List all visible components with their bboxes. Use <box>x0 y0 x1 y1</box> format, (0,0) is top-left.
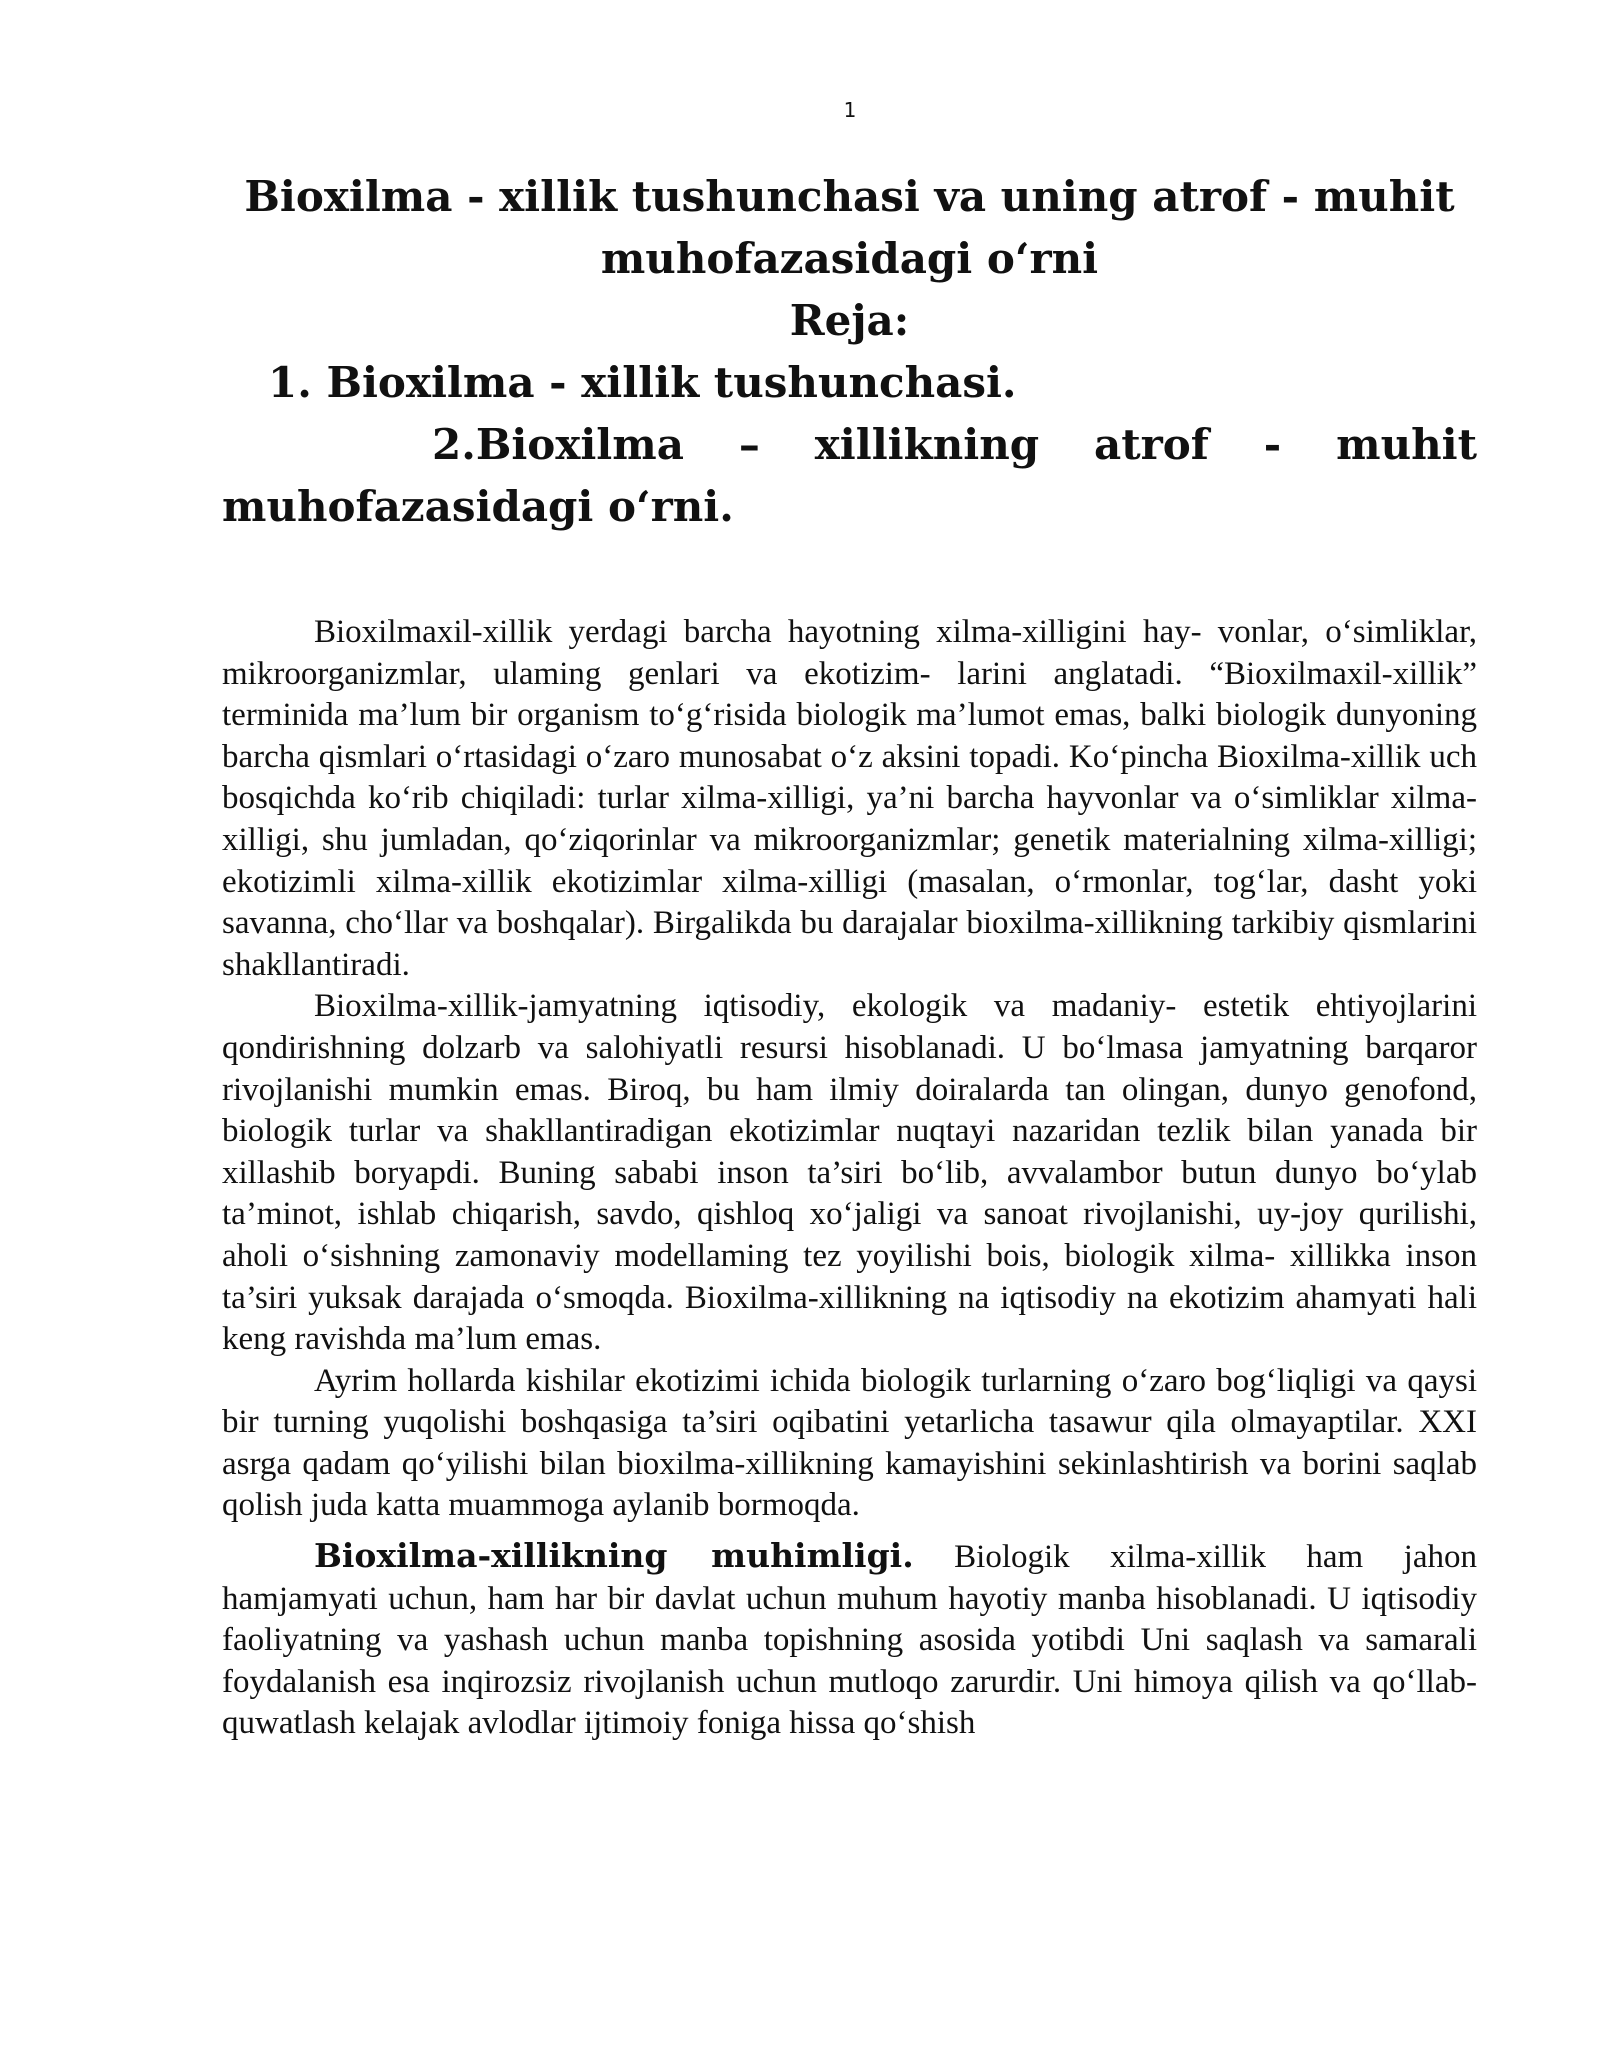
body-text <box>222 612 1477 1745</box>
page-number: 1 <box>843 98 857 122</box>
plan-item-2 <box>222 414 1477 538</box>
plan-item-1: 1. Bioxilma - xillik tushunchasi. <box>268 358 1017 407</box>
plan-item-2-line-1: 2.Bioxilma – xillikning atrof - muhit <box>432 420 1477 469</box>
paragraph-4-text: Biologik xilma-xillik ham jahon hamjamyati uchun, ham har bir davlat uchun muhum hayotiy manba hisoblanadi. U iqtisodiy faoliyatning va yashash uchun manba topishning asosida yotibdi Uni saqlash va samarali foydalanish esa inqirozsiz rivojlanish uchun mutloqo zarurdir. Uni himoya qilish va qo‘llab-quwatlash kelajak avlodlar ijtimoiy foniga hissa qo‘shish <box>222 1539 1477 1742</box>
plan-heading: Reja: <box>789 296 910 345</box>
document-title: Bioxilma - xillik tushunchasi va uning atrof - muhit muhofazasidagi o‘rni <box>244 172 1455 283</box>
paragraph-2: Bioxilma-xillik-jamyatning iqtisodiy, ekologik va madaniy- estetik ehtiyojlarini qondirishning dolzarb va salohiyatli resursi hisoblanadi. U bo‘lmasa jamyatning barqaror rivojlanishi mumkin emas. Biroq, bu ham ilmiy doiralarda tan olingan, dunyo genofond, biologik turlar va shakllantiradigan ekotizimlar nuqtayi nazaridan tezlik bilan yanada bir xillashib boryapdi. Buning sababi inson ta’siri bo‘lib, avvalambor butun dunyo bo‘ylab ta’minot, ishlab chiqarish, savdo, qishloq xo‘jaligi va sanoat rivojlanishi, uy-joy qurilishi, aholi o‘sishning zamonaviy modellaming tez yoyilishi bois, biologik xilma- xillikka inson ta’siri yuksak darajada o‘smoqda. Bioxilma-xillikning na iqtisodiy na ekotizim ahamyati hali keng ravishda ma’lum emas. <box>222 988 1477 1358</box>
paragraph-4-bold-lead: Bioxilma-xillikning muhimligi. <box>314 1536 914 1576</box>
paragraph-1: Bioxilmaxil-xillik yerdagi barcha hayotning xilma-xilligini hay- vonlar, o‘simliklar, mikroorganizmlar, ulaming genlari va ekotizim- larini anglatadi. “Bioxilmaxil-xillik” terminida ma’lum bir organism to‘g‘risida biologik ma’lumot emas, balki biologik dunyoning barcha qismlari o‘rtasidagi o‘zaro munosabat o‘z aksini topadi. Ko‘pincha Bioxilma-xillik uch bosqichda ko‘rib chiqiladi: turlar xilma-xilligi, ya’ni barcha hayvonlar va o‘simliklar xilma-xilligi, shu jumladan, qo‘ziqorinlar va mikroorganizmlar; genetik materialning xilma-xilligi; ekotizimli xilma-xillik ekotizimlar xilma-xilligi (masalan, o‘rmonlar, tog‘lar, dasht yoki savanna, cho‘llar va boshqalar). Birgalikda bu darajalar bioxilma-xillikning tarkibiy qismlarini shakllantiradi. <box>222 614 1477 983</box>
paragraph-4 <box>222 1535 1477 1745</box>
paragraph-3: Ayrim hollarda kishilar ekotizimi ichida biologik turlarning o‘zaro bog‘liqligi va qaysi bir turning yuqolishi boshqasiga ta’siri oqibatini yetarlicha tasawur qila olmayaptilar. XXI asrga qadam qo‘yilishi bilan bioxilma-xillikning kamayishini sekinlashtirish va borini saqlab qolish juda katta muammoga aylanib bormoqda. <box>222 1362 1477 1524</box>
plan-item-2-line-2: muhofazasidagi o‘rni. <box>222 482 734 531</box>
